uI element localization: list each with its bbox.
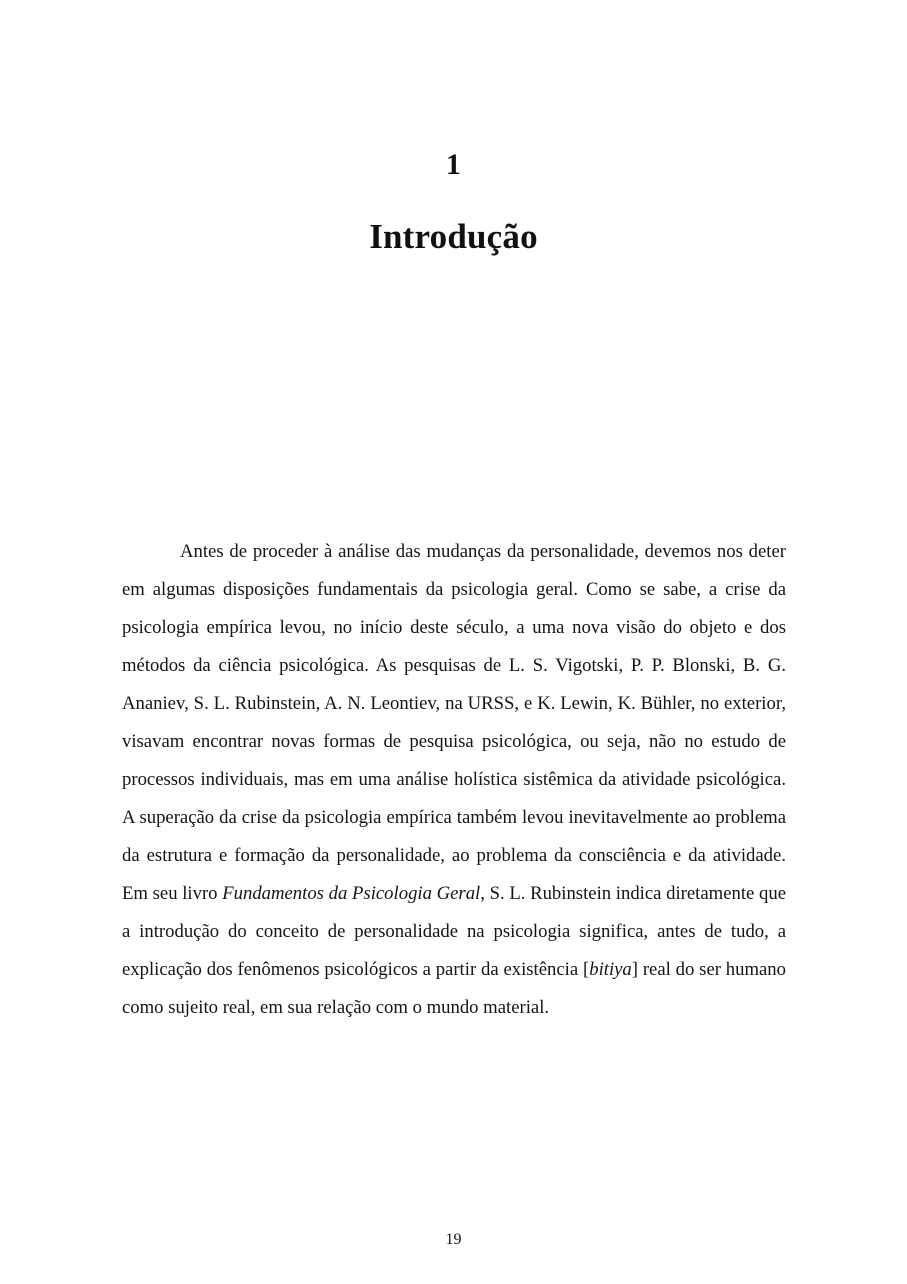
chapter-heading <box>0 148 907 257</box>
paragraph-segment-2: , S. L. Rubinstein indica diretamente que a introdução do conceito de personalidade na psicologia significa, antes de tudo, a explicação dos fenômenos psicológicos a partir da existência [ <box>122 883 786 980</box>
paragraph <box>122 533 786 1027</box>
transliteration-italic: bitiya <box>589 959 632 980</box>
chapter-number: 1 <box>445 148 462 181</box>
body-text-block <box>122 533 786 1027</box>
book-title-italic: Fundamentos da Psicologia Geral <box>222 883 481 904</box>
page-footer <box>0 1230 907 1249</box>
paragraph-segment-3: ] real do ser humano como sujeito real, em sua relação com o mundo material. <box>122 959 786 1018</box>
chapter-title: Introdução <box>369 217 538 256</box>
paragraph-segment-1: Antes de proceder à análise das mudanças da personalidade, devemos nos deter em algumas disposições fundamentais da psicologia geral. Como se sabe, a crise da psicologia empírica levou, no início deste século, a uma nova visão do objeto e dos métodos da ciência psicológica. As pesquisas de L. S. Vigotski, P. P. Blonski, B. G. Ananiev, S. L. Rubinstein, A. N. Leontiev, na URSS, e K. Lewin, K. Bühler, no exterior, visavam encontrar novas formas de pesquisa psicológica, ou seja, não no estudo de processos individuais, mas em uma análise holística sistêmica da atividade psicológica. A superação da crise da psicologia empírica também levou inevitavelmente ao problema da estrutura e formação da personalidade, ao problema da consciência e da atividade. Em seu livro <box>122 541 786 904</box>
page-number: 19 <box>445 1231 462 1248</box>
